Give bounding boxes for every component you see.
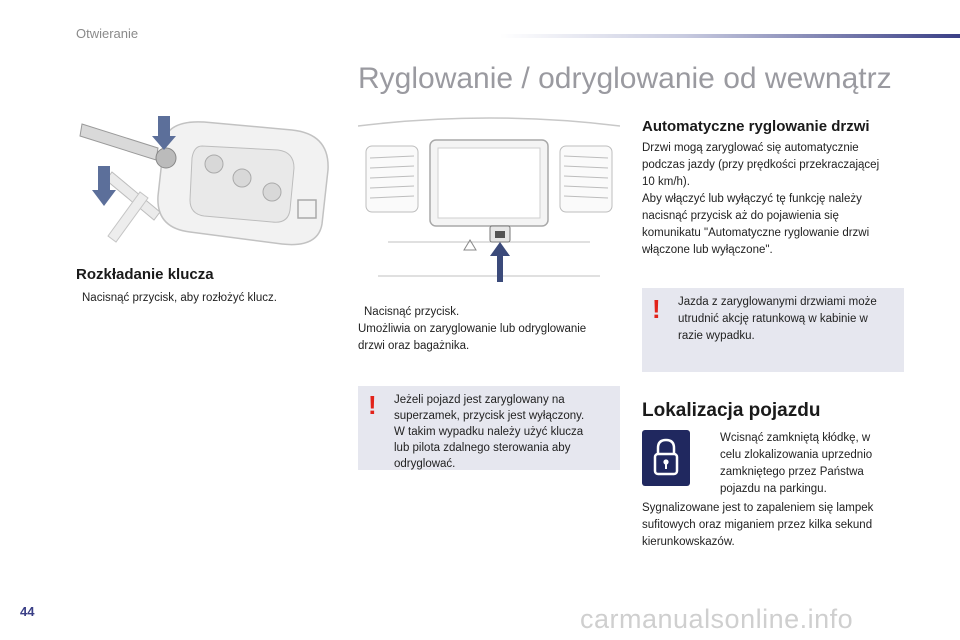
note-line: Jazda z zaryglowanymi drzwiami może [678, 296, 877, 308]
locate-step-line: Wcisnąć zamkniętą kłódkę, w [720, 432, 871, 444]
chapter-title: Otwieranie [76, 26, 139, 41]
lock-button-icon [642, 430, 690, 486]
center-desc-line: drzwi oraz bagażnika. [358, 340, 470, 352]
header-bar [500, 34, 960, 38]
locate-desc-line: Sygnalizowane jest to zapaleniem się lampek [642, 502, 874, 514]
center-description [358, 321, 620, 355]
note-line: lub pilota zdalnego sterowania aby [394, 442, 571, 454]
note-line: utrudnić akcję ratunkową w kabinie w [678, 313, 868, 325]
note-line: Jeżeli pojazd jest zaryglowany na [394, 394, 565, 406]
auto-line: Drzwi mogą zaryglować się automatycznie [642, 142, 859, 154]
crash-note-text [678, 294, 900, 345]
center-step [358, 304, 620, 321]
key-step [76, 290, 326, 307]
center-step-text: Nacisnąć przycisk. [364, 306, 460, 318]
auto-line: Aby włączyć lub wyłączyć tę funkcję należy [642, 193, 862, 205]
locate-description [642, 500, 912, 551]
locate-desc-line: sufitowych oraz miganiem przez kilka sekund [642, 519, 873, 531]
key-step-text: Nacisnąć przycisk, aby rozłożyć klucz. [82, 292, 277, 304]
locate-step [700, 430, 910, 498]
auto-line: 10 km/h). [642, 176, 690, 188]
crash-note-box [642, 288, 904, 372]
auto-line: włączone lub wyłączone". [642, 244, 773, 256]
dashboard-illustration [358, 116, 620, 294]
locate-desc-line: kierunkowskazów. [642, 536, 735, 548]
auto-line: podczas jazdy (przy prędkości przekraczającej [642, 159, 880, 171]
auto-lock-heading: Automatyczne ryglowanie drzwi [642, 118, 870, 135]
locate-heading: Lokalizacja pojazdu [642, 400, 821, 421]
locate-step-line: celu zlokalizowania uprzednio [720, 449, 873, 461]
locate-step-line: zamkniętego przez Państwa [720, 466, 864, 478]
note-line: razie wypadku. [678, 330, 755, 342]
locate-step-line: pojazdu na parkingu. [720, 483, 827, 495]
superlock-note-text [394, 392, 616, 472]
warning-icon: ! [652, 294, 661, 324]
auto-lock-description [642, 140, 912, 259]
key-heading: Rozkładanie klucza [76, 266, 214, 283]
note-line: superzamek, przycisk jest wyłączony. [394, 410, 585, 422]
note-line: W takim wypadku należy użyć klucza [394, 426, 584, 438]
page-number: 44 [20, 604, 35, 619]
center-desc-line: Umożliwia on zaryglowanie lub odryglowanie [358, 323, 587, 335]
note-line: odryglować. [394, 458, 456, 470]
auto-line: komunikatu "Automatyczne ryglowanie drzwi [642, 227, 870, 239]
page-title: Ryglowanie / odryglowanie od wewnątrz [358, 62, 892, 95]
superlock-note-box [358, 386, 620, 470]
warning-icon: ! [368, 390, 377, 420]
auto-line: nacisnąć przycisk aż do pojawienia się [642, 210, 839, 222]
key-illustration [72, 112, 344, 252]
watermark: carmanualsonline.info [580, 604, 854, 634]
